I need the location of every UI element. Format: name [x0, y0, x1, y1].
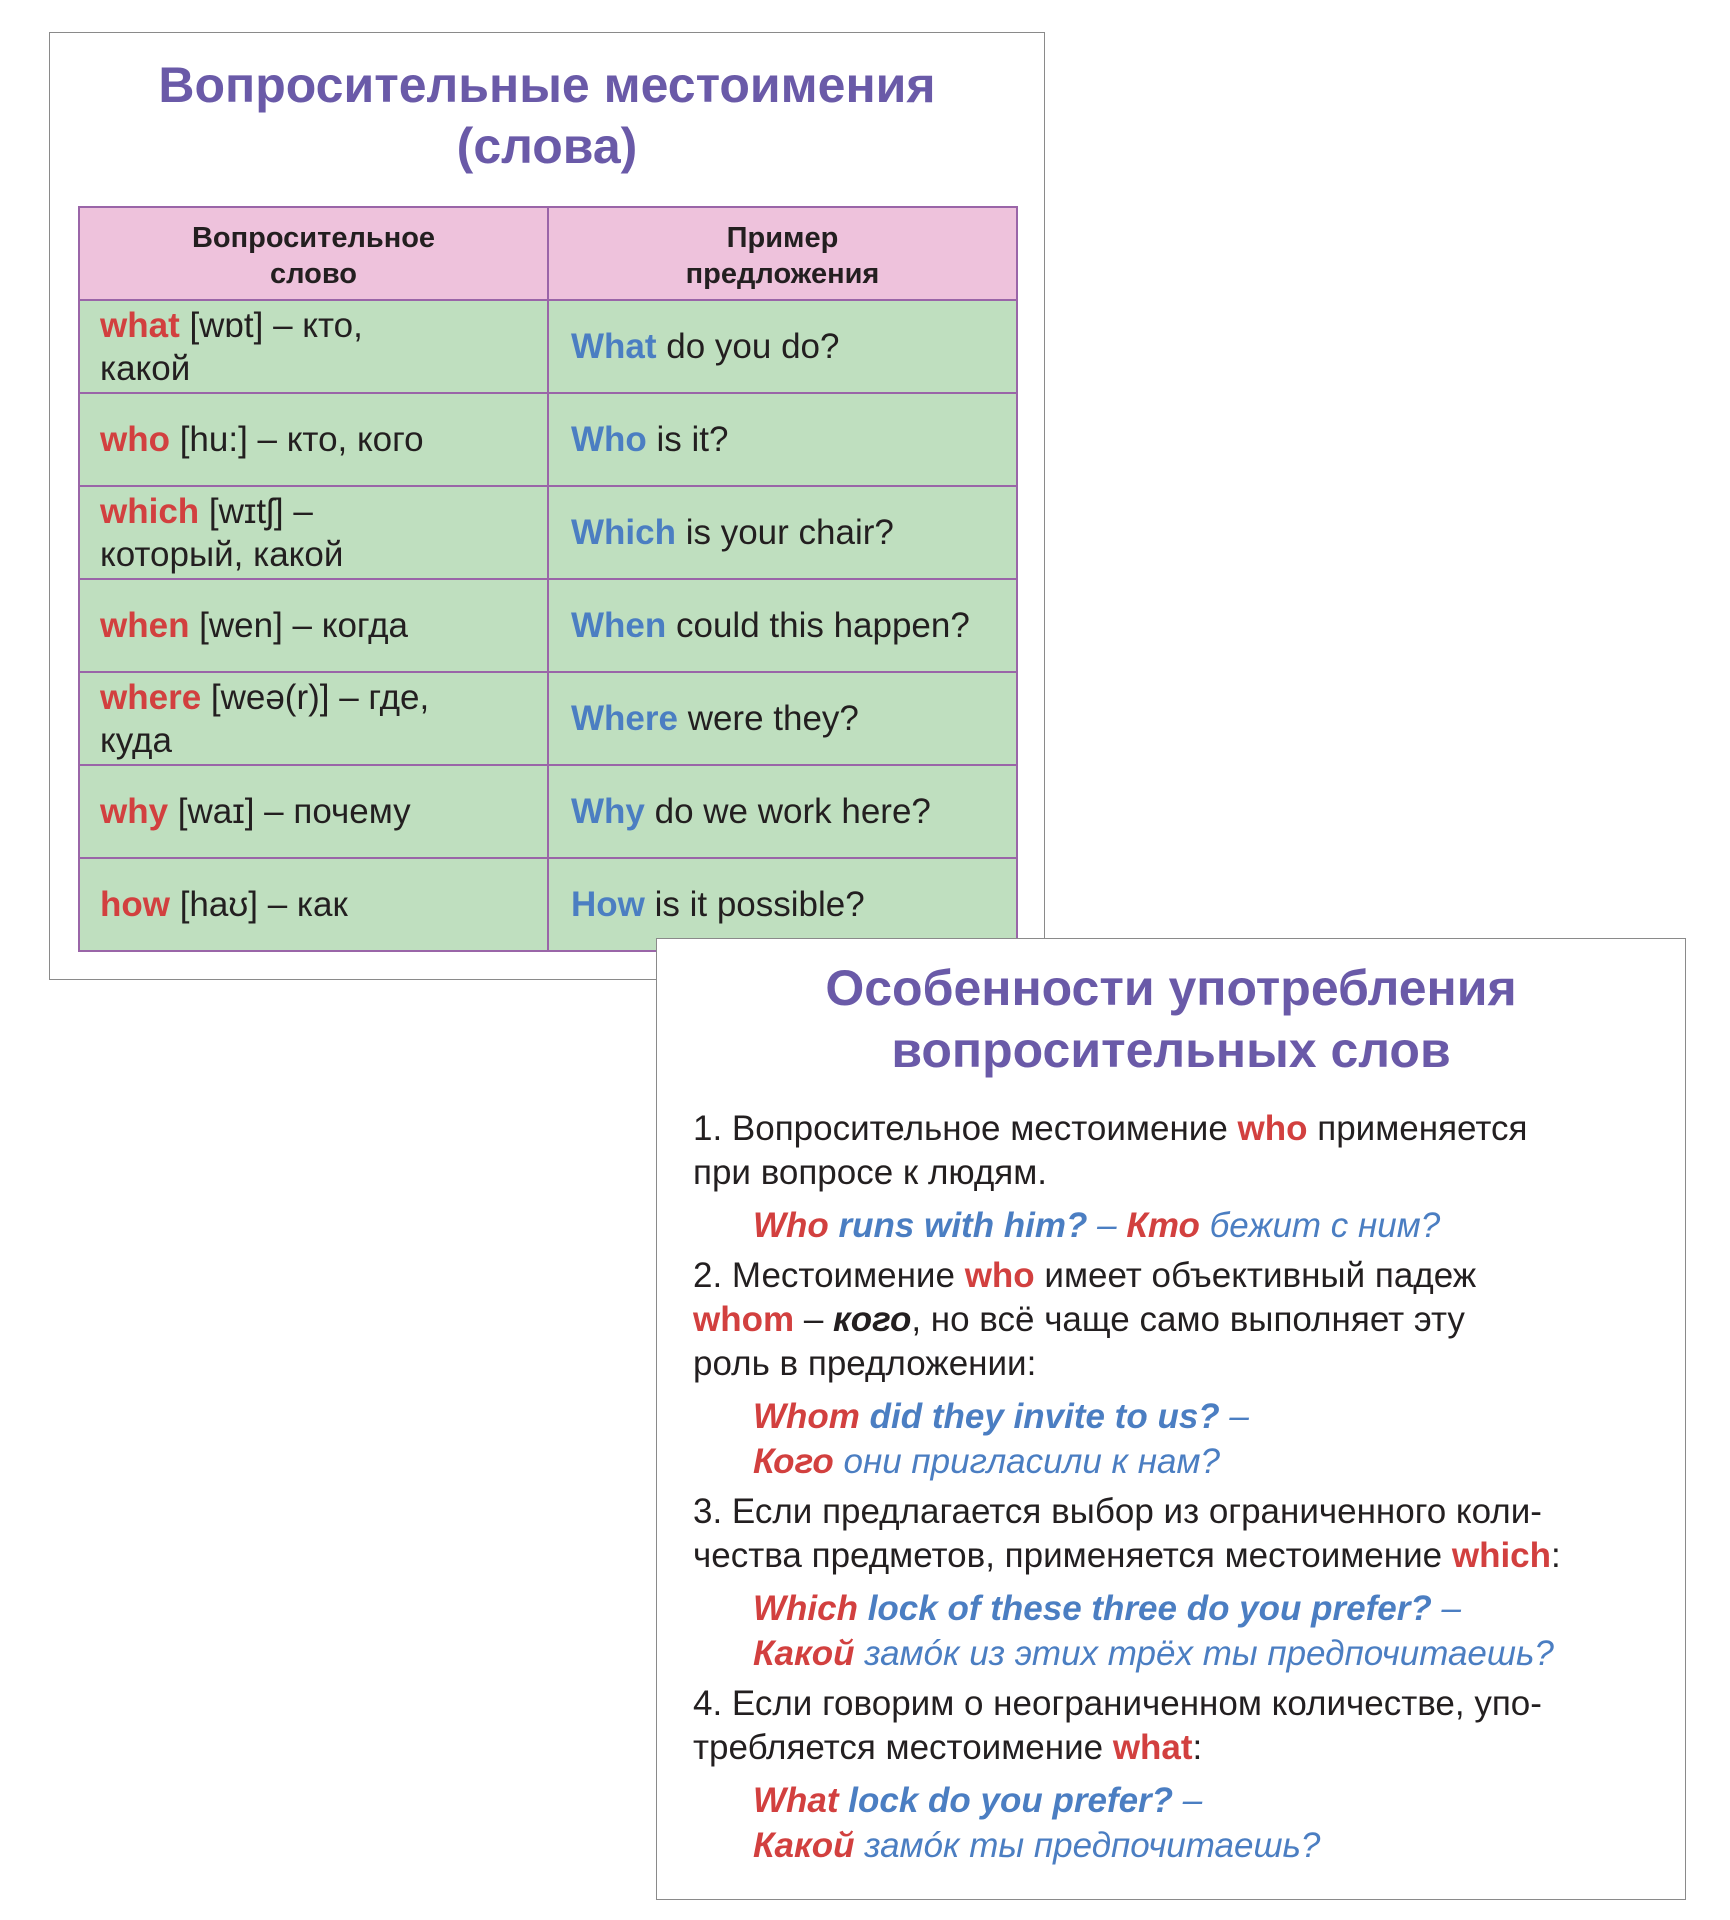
rule-4-keyword: what	[1112, 1728, 1193, 1767]
rule-4-example	[753, 1778, 1673, 1868]
rule-2-text: 2. Местоимение	[693, 1256, 965, 1295]
example-cell	[548, 765, 1017, 858]
card1-title-line2: (слова)	[456, 118, 638, 174]
question-word: which	[100, 491, 200, 531]
word-cell	[79, 579, 548, 672]
table-row	[79, 300, 1017, 393]
header-question-word	[79, 207, 548, 300]
table-row	[79, 486, 1017, 579]
example-dash: –	[1087, 1206, 1127, 1245]
word-translation: [waɪ] – почему	[168, 792, 411, 831]
rule-4-text-line2: требляется местоимение	[693, 1728, 1113, 1767]
table-row	[79, 579, 1017, 672]
example-word: How	[571, 885, 645, 924]
example-rest: is it possible?	[644, 885, 865, 924]
example-rest: do we work here?	[644, 792, 931, 831]
card1-title-line1: Вопросительные местоимения	[158, 57, 936, 113]
rule-4-colon: :	[1192, 1728, 1203, 1767]
rule-3-example	[753, 1586, 1673, 1676]
example-word: When	[571, 606, 667, 645]
word-cell	[79, 300, 548, 393]
word-translation: [hu:] – кто, кого	[169, 420, 424, 459]
example-dash: –	[1219, 1397, 1249, 1436]
example-cell	[548, 579, 1017, 672]
usage-notes-card	[656, 938, 1686, 1900]
question-word: when	[100, 606, 190, 645]
example-russian: замóк ты предпочитаешь?	[854, 1826, 1321, 1865]
example-dash: –	[1173, 1781, 1203, 1820]
example-russian: они пригласили к нам?	[833, 1442, 1220, 1481]
example-cell	[548, 393, 1017, 486]
rule-3-keyword: which	[1451, 1536, 1552, 1575]
example-russian-keyword: Кто	[1126, 1206, 1200, 1245]
table-row	[79, 393, 1017, 486]
table-row	[79, 765, 1017, 858]
example-english: did they invite to us?	[859, 1397, 1220, 1436]
rule-2-keyword-whom: whom	[693, 1300, 795, 1339]
example-keyword: Which	[753, 1589, 858, 1628]
word-translation: [haʊ] – как	[169, 885, 348, 924]
example-word: Who	[571, 420, 647, 459]
example-rest: is it?	[646, 420, 729, 459]
pronouns-table-card	[49, 32, 1045, 980]
rule-4-text: 4. Если говорим о неограниченном количестве, упо-	[693, 1684, 1542, 1723]
rule-3-text-line2: чества предметов, применяется местоимение	[693, 1536, 1452, 1575]
example-english: lock of these three do you prefer?	[857, 1589, 1432, 1628]
example-rest: do you do?	[656, 327, 840, 366]
header-col1-line1: Вопросительное	[191, 221, 436, 254]
question-word: who	[100, 420, 170, 459]
word-translation-cont: который, какой	[100, 534, 344, 574]
rule-1-text-cont: применяется	[1307, 1109, 1528, 1148]
table-row	[79, 672, 1017, 765]
example-dash: –	[1431, 1589, 1461, 1628]
card2-title-line2: вопросительных слов	[891, 1022, 1451, 1078]
rule-2-text-line3: роль в предложении:	[693, 1344, 1037, 1383]
rule-2	[693, 1254, 1673, 1386]
word-cell	[79, 765, 548, 858]
word-cell	[79, 486, 548, 579]
rule-1-example	[753, 1203, 1673, 1248]
rule-2-text-line2: , но всё чаще само выполняет эту	[911, 1300, 1465, 1339]
word-translation: [wɪtʃ] –	[199, 491, 313, 531]
example-rest: could this happen?	[666, 606, 970, 645]
card1-title	[50, 55, 1044, 177]
usage-rules	[693, 1107, 1673, 1874]
rule-1-text: 1. Вопросительное местоимение	[693, 1109, 1238, 1148]
rule-1-text-line2: при вопросе к людям.	[693, 1153, 1048, 1192]
card2-title-line1: Особенности употребления	[825, 960, 1517, 1016]
example-rest: is your chair?	[675, 513, 894, 552]
word-translation: [wɒt] – кто,	[179, 305, 363, 345]
question-word: what	[100, 305, 180, 345]
example-word: What	[571, 327, 657, 366]
example-russian-keyword: Какой	[753, 1634, 855, 1673]
word-translation-cont: куда	[100, 720, 172, 760]
example-cell	[548, 672, 1017, 765]
rule-3-colon: :	[1551, 1536, 1561, 1575]
example-rest: were they?	[677, 699, 859, 738]
word-cell	[79, 858, 548, 951]
example-english: lock do you prefer?	[838, 1781, 1174, 1820]
header-example-sentence	[548, 207, 1017, 300]
example-russian-keyword: Какой	[753, 1826, 855, 1865]
word-cell	[79, 393, 548, 486]
rule-1	[693, 1107, 1673, 1195]
example-russian: замóк из этих трёх ты предпочитаешь?	[854, 1634, 1554, 1673]
word-translation: [wen] – когда	[189, 606, 408, 645]
example-russian: бежит с ним?	[1199, 1206, 1441, 1245]
header-col1-line2: слово	[269, 257, 358, 290]
example-word: Where	[571, 699, 678, 738]
header-col2-line2: предложения	[685, 257, 880, 290]
table-header-row	[79, 207, 1017, 300]
question-word: why	[100, 792, 169, 831]
question-word: how	[100, 885, 170, 924]
example-cell	[548, 486, 1017, 579]
question-word: where	[100, 677, 202, 717]
rule-3-text: 3. Если предлагается выбор из ограниченного коли-	[693, 1492, 1542, 1531]
rule-2-text-cont: имеет объективный падеж	[1034, 1256, 1477, 1295]
rule-4	[693, 1682, 1673, 1770]
example-cell	[548, 300, 1017, 393]
word-translation: [weə(r)] – где,	[201, 677, 430, 717]
rule-2-dash: –	[794, 1300, 834, 1339]
example-russian-keyword: Кого	[753, 1442, 834, 1481]
pronouns-table	[78, 206, 1018, 952]
example-english: runs with him?	[828, 1206, 1088, 1245]
word-cell	[79, 672, 548, 765]
card2-title	[657, 957, 1685, 1081]
example-keyword: What	[753, 1781, 839, 1820]
header-col2-line1: Пример	[726, 221, 839, 254]
example-word: Why	[571, 792, 645, 831]
rule-2-example	[753, 1394, 1673, 1484]
rule-2-kogo: кого	[833, 1300, 912, 1339]
word-translation-cont: какой	[100, 348, 191, 388]
rule-1-keyword: who	[1237, 1109, 1308, 1148]
rule-3	[693, 1490, 1673, 1578]
example-word: Which	[571, 513, 676, 552]
rule-2-keyword: who	[964, 1256, 1035, 1295]
example-keyword: Whom	[753, 1397, 860, 1436]
example-keyword: Who	[753, 1206, 829, 1245]
